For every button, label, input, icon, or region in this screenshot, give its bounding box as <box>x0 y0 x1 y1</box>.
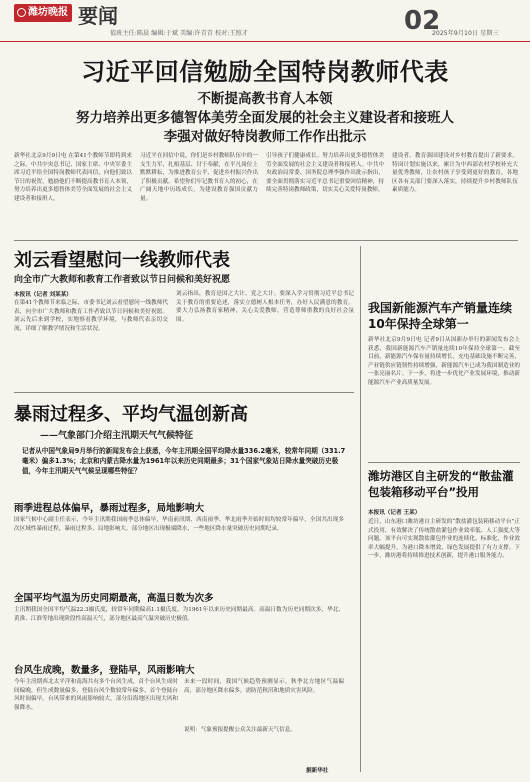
logo-icon <box>17 8 26 17</box>
section-title: 要闻 <box>78 4 118 28</box>
newspaper-logo <box>14 4 72 22</box>
story3-section-3-text: 今年主汛期西北太平洋和南海共有多个台风生成，首个台风生成时间偏晚，但生成数量偏多，登陆台风个数较常年偏多，首个登陆台风时间偏早。台风带来的风雨影响较大，部分沿海地区出现大风和强降水。 <box>14 679 178 711</box>
lead-column-2: 习近平在回信中说，你们是乡村教师队伍中的一支生力军，扎根基层、甘于奉献，在平凡岗位上默默耕耘，为推进教育公平、促进乡村振兴作出了积极贡献。希望你们牢记教书育人的初心，在广阔天地中历练成长，为建设教育强国贡献力量。 <box>140 153 258 202</box>
logo-text: 潍坊晚报 <box>28 7 68 18</box>
story5-byline: 本报讯（记者 王某） <box>368 510 421 516</box>
staff-credits: 值班主任:陈晨 编辑:于斌 美编:许青青 校对:王照才 <box>110 30 248 37</box>
story2-headline: 刘云看望慰问一线教师代表 <box>14 250 230 271</box>
story5-text: 近日，山东港口潍坊港自主研发的“散盐灌包装箱移动平台”正式投用，有效解决了传统散盐灌包作业效率低、人工强度大等问题。该平台可实现散盐灌包作业的连续化、标准化，作业效率大幅提升，为港口降本增效、绿色发展提供了有力支撑。下一步，潍坊港将持续推进技术创新，提升港口服务能力。 <box>368 519 520 560</box>
column-divider <box>360 246 361 772</box>
story3-note: 说明：气象预报提醒公众关注最新天气信息。 <box>184 727 296 733</box>
story2-deck: 向全市广大教师和教育工作者致以节日问候和美好祝愿 <box>14 275 231 285</box>
story3-deck: ——气象部门介绍主汛期天气气候特征 <box>40 431 194 441</box>
lead-subtitle-3: 李强对做好特岗教师工作作出批示 <box>163 129 367 145</box>
lead-column-4: 建设者。教育强国建设对乡村教育提出了新要求。特岗计划实施以来，累计为中西部农村学校补充大量优秀教师，让农村孩子享受到更好的教育。各地区各有关部门要深入落实，持续提升乡村教师队伍素质能力。 <box>392 153 518 194</box>
divider <box>14 240 518 241</box>
divider <box>14 392 354 393</box>
story4-text: 新华社北京9月9日电 记者9日从国新办举行的新闻发布会上获悉，我国新能源汽车产销量连续10年保持全球第一。截至目前，新能源汽车保有量持续增长，充电基础设施不断完善，产业链供应链韧性持续增强，新能源汽车已成为我国制造业的一张亮丽名片。下一步，将进一步优化产业发展环境，推动新能源汽车产业高质量发展。 <box>368 337 520 386</box>
story3-lead: 记者从中国气象局9月举行的新闻发布会上获悉，今年主汛期全国平均降水量336.2毫米，较常年同期（331.7毫米）偏多1.3%；北京和内蒙古降水量为1961年以来历史同期最多；31个国家气象站日降水量突破历史极值，今年主汛期天气气候呈现哪些特征？ <box>22 447 346 475</box>
story3-signature: 据新华社 <box>306 768 329 774</box>
story2-column-1: 在第41个教师节来临之际，市委书记刘云看望慰问一线教师代表，向全市广大教师和教育工作者致以节日问候和美好祝愿。刘云先后来到学校，实地察看教学环境，与教师代表亲切交流，详细了解教学情况和生活状况。 <box>14 300 168 332</box>
story3-column-mid: 未来一段时间，我国气候趋势预测显示，秋季北方地区气温偏高，部分地区降水偏多，需防范秋汛和地质灾害风险。 <box>184 679 344 694</box>
lead-subtitle-1: 不断提高教书育人本领 <box>197 91 333 107</box>
divider <box>368 462 520 463</box>
story3-section-1-title: 雨季进程总体偏早，暴雨过程多，局地影响大 <box>14 503 205 514</box>
lead-column-1: 新华社北京9月9日电 在第41个教师节即将到来之际，中共中央总书记、国家主席、中央军委主席习近平给全国特岗教师代表回信，向他们致以节日的祝贺，勉励他们不断提高教书育人本领，努力培养出更多德智体美劳全面发展的社会主义建设者和接班人。 <box>14 153 132 202</box>
story2-byline: 本报讯（记者 刘某某） <box>14 292 72 298</box>
story4-headline: 我国新能源汽车产销量连续10年保持全球第一 <box>368 301 513 331</box>
story3-section-1-text: 国家气候中心副主任表示，今年主汛期我国雨季总体偏早，华南前汛期、西南雨季、华北雨季开始时间均较常年偏早，全国共出现多次区域性暴雨过程，暴雨过程多、局地影响大。部分地区出现极端降水，一些地区降水量突破历史同期纪录。 <box>14 517 344 532</box>
story3-headline: 暴雨过程多、平均气温创新高 <box>14 404 248 425</box>
page-number: 02 <box>404 6 441 36</box>
lead-column-3: 引导孩子们健康成长。努力培养出更多德智体美劳全面发展的社会主义建设者和接班人。中共中央政治局常委、国务院总理李强作出批示指出，要全面贯彻落实习近平总书记重要回信精神，持续完善特岗教师政策，切实关心关爱特岗教师。 <box>266 153 384 194</box>
story3-section-2-title: 全国平均气温为历史同期最高，高温日数为次多 <box>14 593 214 604</box>
issue-date: 2025年9月10日 星期三 <box>432 30 499 37</box>
story3-section-2-text: 主汛期我国全国平均气温22.3摄氏度，较常年同期偏高1.1摄氏度，为1961年以来历史同期最高。高温日数为历史同期次多，华北、黄淮、江淮等地出现阶段性高温天气，部分地区最高气温突破历史极值。 <box>14 607 344 622</box>
lead-headline: 习近平回信勉励全国特岗教师代表 <box>81 58 449 86</box>
story3-section-3-title: 台风生成晚，数量多，登陆早，风雨影响大 <box>14 665 195 676</box>
story5-headline: 潍坊港区自主研发的“散盐灌包装箱移动平台”投用 <box>368 469 514 499</box>
story2-column-2: 刘云指出，教育是国之大计、党之大计。要深入学习贯彻习近平总书记关于教育的重要论述，落实立德树人根本任务，办好人民满意的教育。要大力弘扬教育家精神，关心关爱教师，营造尊师重教的良好社会氛围。 <box>176 291 354 323</box>
masthead <box>0 0 530 42</box>
lead-subtitle-2: 努力培养出更多德智体美劳全面发展的社会主义建设者和接班人 <box>76 110 454 126</box>
